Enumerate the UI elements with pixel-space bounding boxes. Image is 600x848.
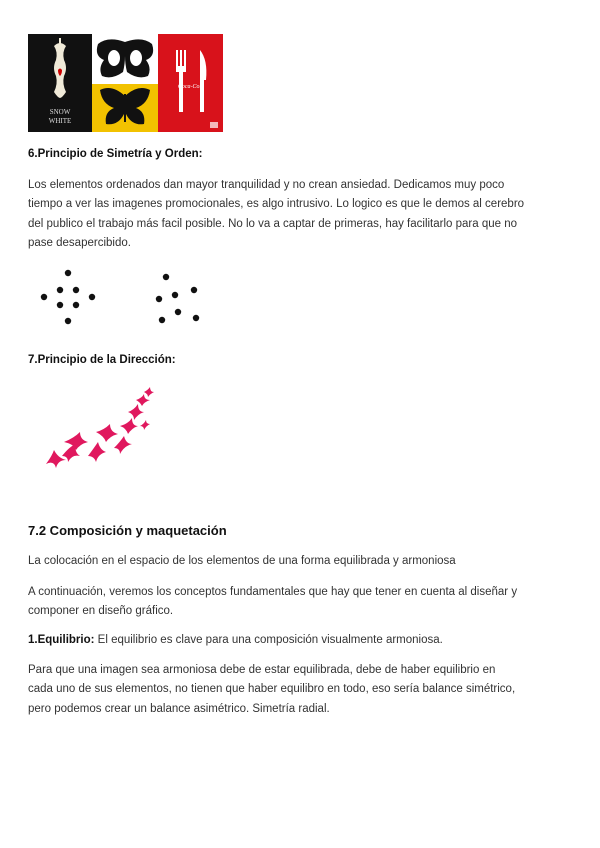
section72-intro: La colocación en el espacio de los elementos de una forma equilibrada y armoniosa <box>28 555 456 567</box>
flock-of-birds-illustration <box>40 386 160 480</box>
section72-heading: 7.2 Composición y maquetación <box>28 523 227 538</box>
coca-cola-logo-text: Coca-Cola <box>177 84 205 90</box>
section6-heading: 6.Principio de Simetría y Orden: <box>28 148 203 160</box>
equilibrio-text: El equilibrio es clave para una composición visualmente armoniosa. <box>94 634 443 646</box>
section6-line: pase desapercibido. <box>28 237 131 250</box>
fork-knife-panel <box>158 34 223 132</box>
dot-patterns-illustration <box>36 264 216 334</box>
section6-paragraph <box>28 176 574 254</box>
snow-white-line2: WHITE <box>48 117 72 125</box>
birds-icon <box>46 387 154 468</box>
equilibrio-label: 1.Equilibrio: <box>28 634 95 646</box>
brand-mark-icon <box>210 122 218 128</box>
symmetry-examples-collage <box>28 34 223 132</box>
balance-line: cada uno de sus elementos, no tienen que haber equilibro en todo, eso sería balance simétrico, <box>28 683 516 696</box>
section6-line: Los elementos ordenados dan mayor tranquilidad y no crean ansiedad. Dedicamos muy poco <box>28 179 505 191</box>
section6-line: del publico el trabajo más facil posible. No lo va a captar de primeras, hay facilitarlo para que no <box>28 217 518 230</box>
section7-heading: 7.Principio de la Dirección: <box>28 354 176 366</box>
balance-line: Para que una imagen sea armoniosa debe de estar equilibrada, debe de haber equilibrio en <box>28 664 496 676</box>
balance-paragraph <box>28 661 574 719</box>
concepts-line: A continuación, veremos los conceptos fundamentales que hay que tener en cuenta al diseñar y <box>28 586 518 598</box>
balance-line: pero podemos crear un balance asimétrico. Simetría radial. <box>28 702 330 715</box>
apple-core-icon <box>54 38 66 98</box>
concepts-line: componer en diseño gráfico. <box>28 605 174 618</box>
section6-line: tiempo a ver las imagenes promocionales, es algo intrusivo. Lo logico es que le demos al cerebro <box>28 198 525 211</box>
equilibrio-paragraph <box>28 631 574 650</box>
disordered-dots <box>156 274 199 323</box>
ordered-dots <box>41 270 95 324</box>
inkblot-panel <box>92 34 158 84</box>
snow-white-line1: SNOW <box>49 108 71 116</box>
section72-concepts <box>28 583 574 622</box>
